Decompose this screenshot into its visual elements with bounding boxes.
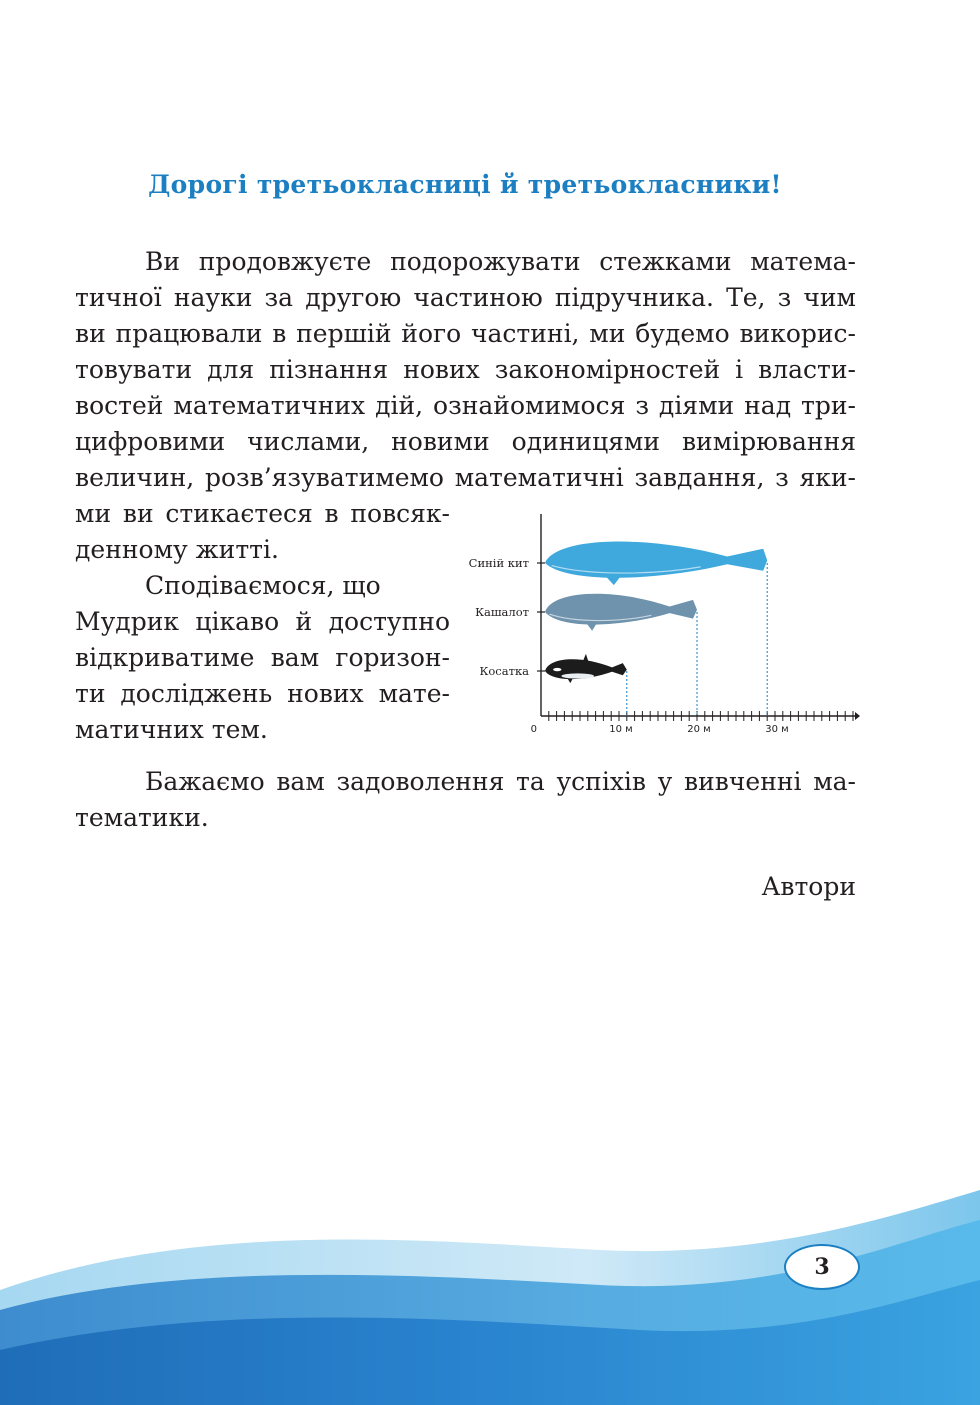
text-line: Ви продовжуєте подорожувати стежками матема- [145, 247, 856, 276]
text-line: відкриватиме вам горизон- [75, 643, 450, 672]
animal-blue-whale [545, 542, 767, 586]
animal-label: Кашалот [475, 605, 529, 619]
text-line: товувати для пізнання нових закономірностей і власти- [75, 355, 856, 384]
text-line: цифровими числами, новими одиницями вимірювання [75, 427, 856, 456]
text-line: тематики. [75, 803, 209, 832]
text-line: матичних тем. [75, 715, 268, 744]
page-title: Дорогі третьокласниці й третьокласники! [148, 170, 782, 199]
text-line: Бажаємо вам задоволення та успіхів у вивченні ма- [145, 767, 856, 796]
orca-belly [561, 673, 594, 678]
animal-label: Синій кит [468, 556, 529, 570]
text-line: Сподіваємося, що [145, 571, 381, 600]
text-line: ви працювали в першій його частині, ми будемо викорис- [75, 319, 856, 348]
x-tick-label: 20 м [687, 724, 711, 735]
signature: Автори [761, 872, 856, 901]
animal-label: Косатка [479, 664, 529, 678]
x-tick-label: 30 м [765, 724, 789, 735]
text-line: востей математичних дій, ознайомимося з діями над три- [75, 391, 856, 420]
text-line: ти досліджень нових мате- [75, 679, 450, 708]
x-axis-arrow [855, 712, 860, 720]
orca-patch [553, 668, 561, 671]
animal-sperm-whale [545, 594, 697, 631]
page-number: 3 [784, 1244, 860, 1290]
whale-size-chart [455, 508, 860, 743]
text-line: тичної науки за другою частиною підручника. Те, з чим [75, 283, 856, 312]
text-line: ми ви стикаєтеся в повсяк- [75, 499, 450, 528]
animal-orca [545, 654, 627, 683]
text-line: Мудрик цікаво й доступно [75, 607, 450, 636]
orca-dorsal-fin [582, 654, 589, 664]
x-tick-label: 10 м [609, 724, 633, 735]
text-line: величин, розв’язуватимемо математичні завдання, з яки- [75, 463, 856, 492]
text-line: денному житті. [75, 535, 279, 564]
wave-decoration [0, 1180, 980, 1405]
x-tick-label: 0 [530, 724, 537, 735]
